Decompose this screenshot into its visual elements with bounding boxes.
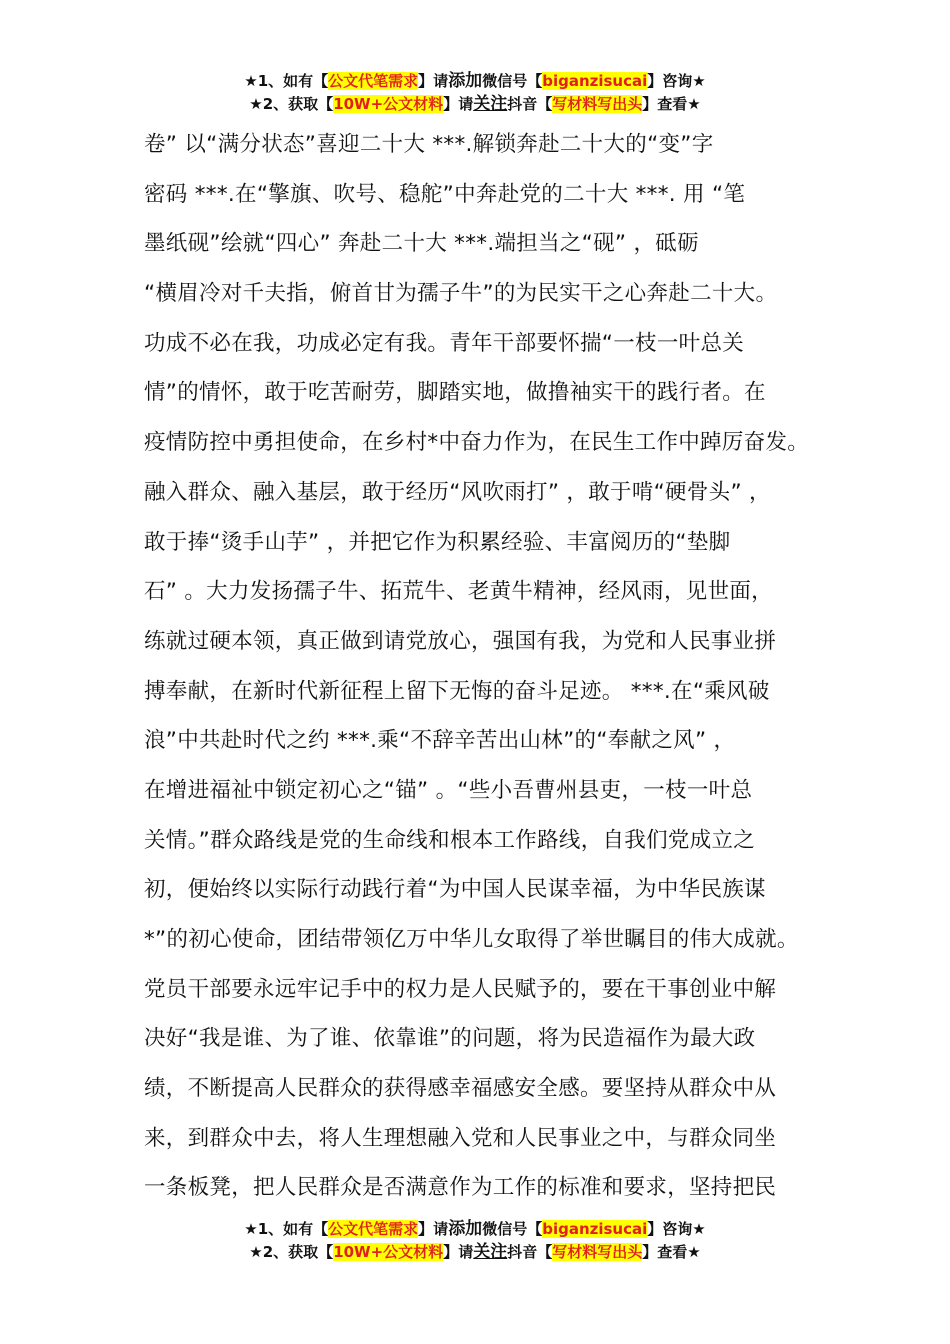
promo-line-2 xyxy=(0,1241,950,1264)
body-line: 密码 ***.在“擎旗、吹号、稳舵”中奔赴党的二十大 ***. 用 “笔 xyxy=(144,181,746,207)
promo-text: ★2、获取【 xyxy=(249,95,334,113)
wechat-id: biganzisucai xyxy=(542,1220,648,1238)
body-line: 疫情防控中勇担使命，在乡村*中奋力作为，在民生工作中踔厉奋发。 xyxy=(144,430,810,456)
douyin-account: 写材料写出头 xyxy=(552,95,643,113)
body-line: 功成不必在我，功成必定有我。青年干部要怀揣“一枝一叶总关 xyxy=(144,330,745,356)
body-line: 决好“我是谁、为了谁、依靠谁”的问题，将为民造福作为最大政 xyxy=(144,1026,756,1052)
promo-text: 】查看★ xyxy=(642,95,701,113)
promo-text: ★2、获取【 xyxy=(249,1243,334,1261)
promo-emphasis: 添加 xyxy=(448,71,483,91)
body-line: 情”的情怀，敢于吃苦耐劳，脚踏实地，做撸袖实干的践行者。在 xyxy=(144,380,766,406)
promo-line-1 xyxy=(0,70,950,93)
document-body xyxy=(144,120,824,1213)
promo-text: 】咨询★ xyxy=(647,1220,706,1238)
promo-text: 】请 xyxy=(443,95,474,113)
promo-text: ★1、如有【 xyxy=(244,72,329,90)
body-line: 敢于捧“烫手山芋” ，并把它作为积累经验、丰富阅历的“垫脚 xyxy=(144,529,731,555)
body-line: 来，到群众中去，将人生理想融入党和人民事业之中，与群众同坐 xyxy=(144,1125,777,1151)
body-line: 浪”中共赴时代之约 ***.乘“不辞辛苦出山林”的“奉献之风” ， xyxy=(144,728,736,754)
body-line: 在增进福祉中锁定初心之“锚” 。“些小吾曹州县吏，一枝一叶总 xyxy=(144,777,753,803)
promo-highlight: 10W+公文材料 xyxy=(333,1243,444,1261)
promo-text: 抖音【 xyxy=(507,95,553,113)
body-line: 搏奉献，在新时代新征程上留下无悔的奋斗足迹。 ***.在“乘风破 xyxy=(144,678,770,704)
body-line: 绩，不断提高人民群众的获得感幸福感安全感。要坚持从群众中从 xyxy=(144,1076,777,1102)
body-line: “横眉冷对千夫指，俯首甘为孺子牛”的为民实干之心奔赴二十大。 xyxy=(144,281,778,307)
douyin-account: 写材料写出头 xyxy=(552,1243,643,1261)
promo-highlight: 10W+公文材料 xyxy=(333,95,444,113)
promo-text: ★1、如有【 xyxy=(244,1220,329,1238)
body-line: 练就过硬本领，真正做到请党放心，强国有我，为党和人民事业拼 xyxy=(144,628,777,654)
promo-text: 】请 xyxy=(418,1220,449,1238)
promo-emphasis: 关注 xyxy=(473,94,508,114)
promo-emphasis: 关注 xyxy=(473,1242,508,1262)
promo-text: 】查看★ xyxy=(642,1243,701,1261)
body-line: 一条板凳，把人民群众是否满意作为工作的标准和要求，坚持把民 xyxy=(144,1175,777,1201)
body-line: *”的初心使命，团结带领亿万中华儿女取得了举世瞩目的伟大成就。 xyxy=(144,927,799,952)
promo-text: 抖音【 xyxy=(507,1243,553,1261)
body-line: 墨纸砚”绘就“四心” 奔赴二十大 ***.端担当之“砚” ，砥砺 xyxy=(144,231,699,257)
promo-banner-bottom xyxy=(0,1218,950,1264)
promo-text: 】请 xyxy=(418,72,449,90)
body-line: 初，便始终以实际行动践行着“为中国人民谋幸福，为中华民族谋 xyxy=(144,877,766,903)
body-line: 融入群众、融入基层，敢于经历“风吹雨打” ，敢于啃“硬骨头” ， xyxy=(144,479,771,505)
promo-emphasis: 添加 xyxy=(448,1219,483,1239)
body-line: 关情。”群众路线是党的生命线和根本工作路线，自我们党成立之 xyxy=(144,827,756,853)
promo-text: 微信号【 xyxy=(482,72,543,90)
body-line: 石” 。大力发扬孺子牛、拓荒牛、老黄牛精神，经风雨，见世面， xyxy=(144,579,773,605)
body-line: 卷” 以“满分状态”喜迎二十大 ***.解锁奔赴二十大的“变”字 xyxy=(144,132,714,157)
body-line: 党员干部要永远牢记手中的权力是人民赋予的，要在干事创业中解 xyxy=(144,976,777,1002)
promo-line-1 xyxy=(0,1218,950,1241)
promo-banner-top xyxy=(0,70,950,116)
promo-line-2 xyxy=(0,93,950,116)
promo-text: 】请 xyxy=(443,1243,474,1261)
wechat-id: biganzisucai xyxy=(542,72,648,90)
promo-highlight: 公文代笔需求 xyxy=(328,1220,419,1238)
promo-text: 微信号【 xyxy=(482,1220,543,1238)
promo-text: 】咨询★ xyxy=(647,72,706,90)
promo-highlight: 公文代笔需求 xyxy=(328,72,419,90)
